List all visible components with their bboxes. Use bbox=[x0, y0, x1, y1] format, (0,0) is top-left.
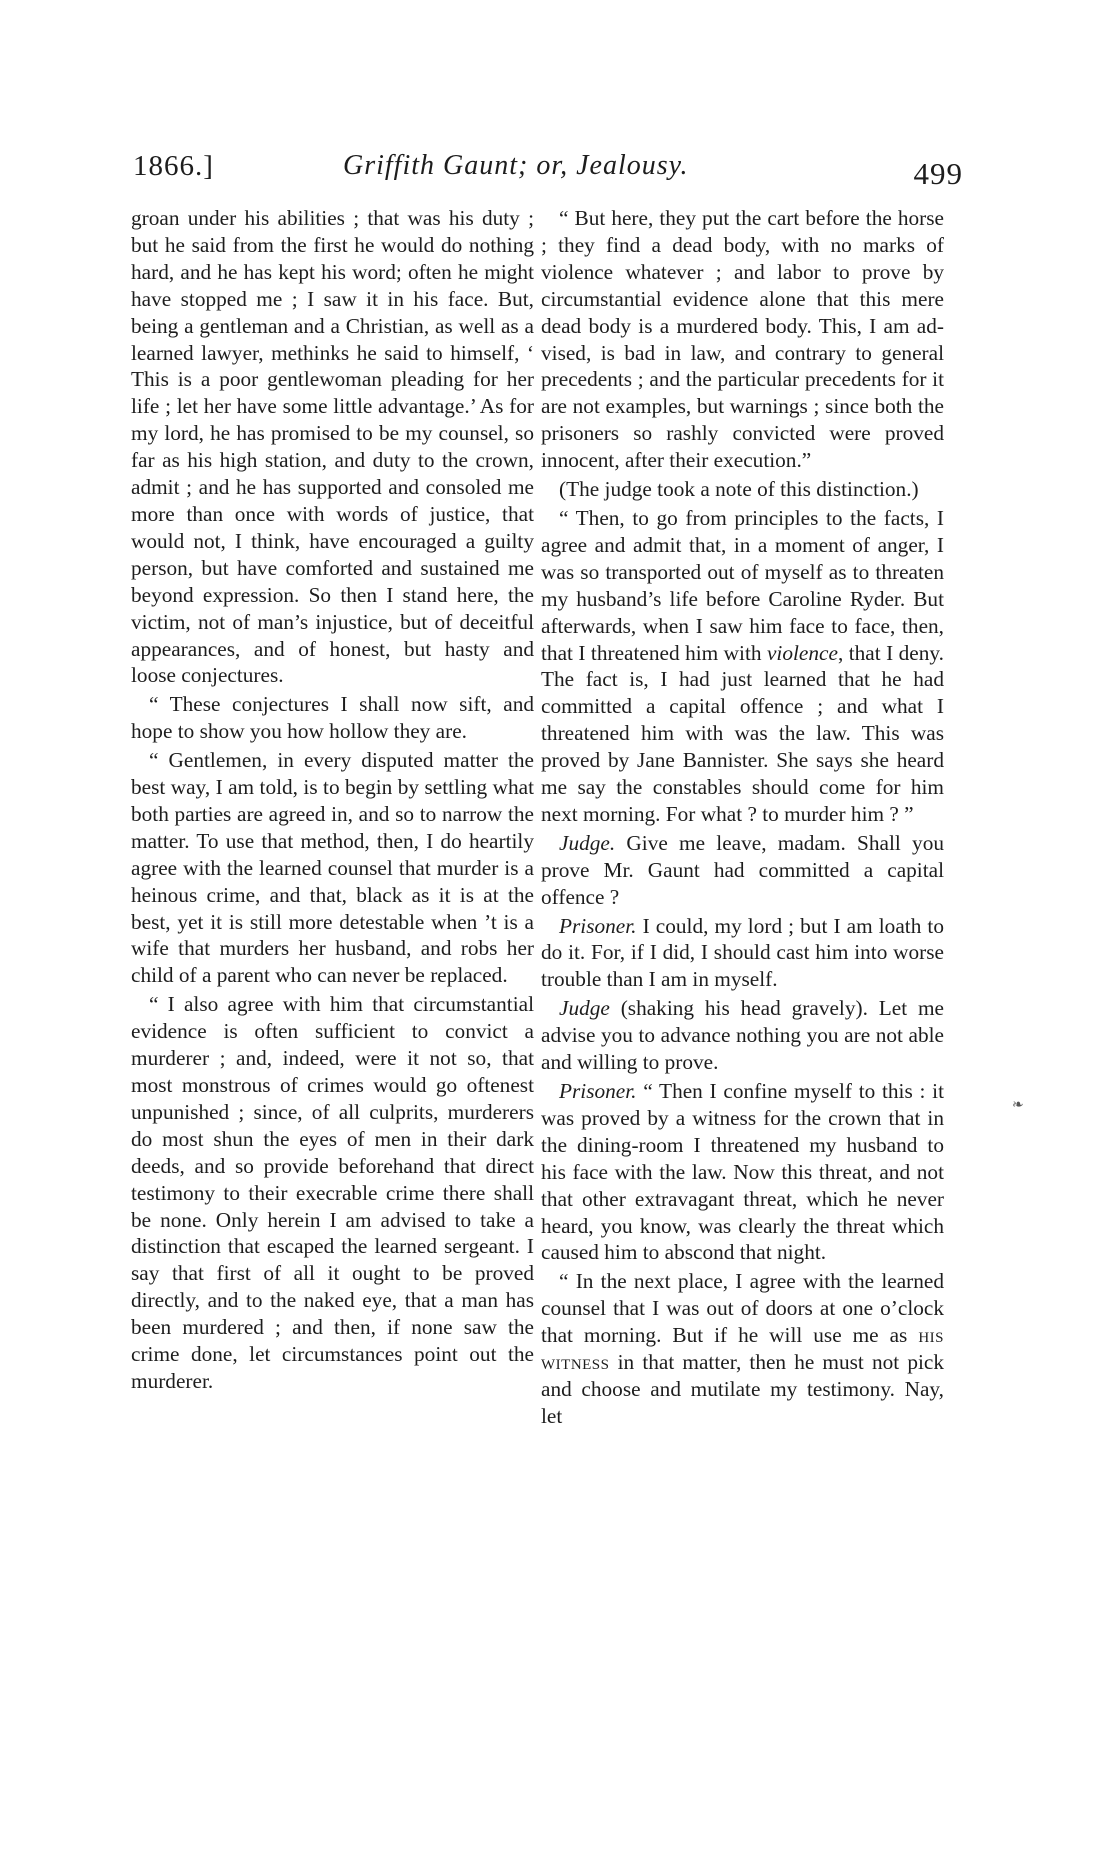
page-number: 499 bbox=[913, 156, 963, 191]
dialogue-text: Give me leave, madam. Shall you prove Mr. Gaunt had committed a capital offence ? bbox=[541, 830, 944, 909]
paragraph: “ Gentlemen, in every disputed matter the best way, I am told, is to begin by settling what both parties are agreed in, and so to narrow the matter. To use that method, then, I do heartily agree with the learned counsel that murder is a heinous crime, and that, black as it is at the best, yet it is still more detestable when ’t is a wife that murders her husband, and robs her child of a parent who can never be replaced. bbox=[131, 748, 534, 988]
paragraph bbox=[541, 1268, 944, 1429]
paragraph: “ These conjectures I shall now sift, and hope to show you how hollow they are. bbox=[131, 692, 534, 744]
dialogue-line bbox=[541, 1078, 944, 1266]
running-header bbox=[133, 150, 963, 198]
text-run: in that matter, then he must not pick and choose and mutilate my testimony. Nay, let bbox=[541, 1350, 944, 1428]
small-caps-text: his witness bbox=[541, 1323, 944, 1375]
speaker-label: Prisoner. bbox=[559, 1079, 637, 1103]
paragraph: (The judge took a note of this distinction.) bbox=[559, 477, 919, 502]
speaker-label: Judge. bbox=[559, 830, 616, 855]
dialogue-text: I could, my lord ; but I am loath to do it. For, if I did, I should cast him into worse trouble than I am in myself. bbox=[541, 913, 944, 992]
header-title: Griffith Gaunt; or, Jealousy. bbox=[343, 150, 689, 181]
speaker-label: Judge bbox=[559, 996, 610, 1021]
text-run: “ Then, to go from principles to the facts, I agree and admit that, in a moment of anger, I was so transported out of myself as to threaten my husband’s life before Caroline Ryder. But afterwards, when I saw him face to face, then, that I threatened him with bbox=[541, 505, 944, 665]
text-run: , that I deny. The fact is, I had just learned that he had committed a capital offence ; and what I threatened him with was the law. This was proved by Jane Bannister. She says she heard me say the constables should come for him next morning. For what ? to murder him ? ” bbox=[541, 640, 944, 826]
margin-speck-icon: ❧ bbox=[1012, 1097, 1024, 1113]
right-column bbox=[541, 205, 944, 1430]
left-column bbox=[131, 205, 534, 1395]
header-year: 1866.] bbox=[133, 150, 214, 182]
dialogue-text: (shaking his head gravely). Let me advise you to advance nothing you are not able and willing to prove. bbox=[541, 996, 944, 1075]
paragraph bbox=[541, 505, 944, 828]
paragraph: “ I also agree with him that circumstantial evidence is often sufficient to convict a murderer ; and, indeed, were it not so, that most monstrous of crimes would go oftenest unpunished ; since, of all culprits, murderers do most shun the eyes of men in their dark deeds, and so provide beforehand that direct testimony to their execrable crime there shall be none. Only herein I am advised to take a distinction that escaped the learned sergeant. I say that first of all it ought to be proved directly, and to the naked eye, that a man has been murdered ; and then, if none saw the crime done, let circumstances point out the murderer. bbox=[131, 992, 534, 1393]
text-run: “ In the next place, I agree with the learned counsel that I was out of doors at one o’clock that morning. But if he will use me as bbox=[541, 1269, 944, 1348]
dialogue-line bbox=[541, 995, 944, 1076]
dialogue-text: “ Then I confine myself to this : it was proved by a witness for the crown that in the dining-room I threatened my husband to his face with the law. Now this threat, and not that other extravagant threat, which he never heard, you know, was clearly the threat which caused him to abscond that night. bbox=[541, 1079, 944, 1265]
speaker-label: Prisoner. bbox=[559, 913, 637, 938]
dialogue-line bbox=[541, 913, 944, 994]
paragraph: groan under his abilities ; that was his duty ; but he said from the first he would do nothing hard, and he has kept his word; often he might have stopped me ; I saw it in his face. But, being a gentleman and a Christian, as well as a learned lawyer, methinks he said to himself, ‘ This is a poor gentlewoman pleading for her life ; let her have some little advantage.’ As for my lord, he has promised to be my counsel, so far as his high station, and duty to the crown, admit ; and he has supported and consoled me more than once with words of justice, that would not, I think, have encouraged a guilty person, but have comforted and sustained me beyond expression. So then I stand here, the victim, not of man’s injustice, but of deceitful appearances, and of honest, but hasty and loose conjectures. bbox=[131, 206, 534, 688]
emphasis-text: violence bbox=[766, 640, 838, 665]
paragraph: “ But here, they put the cart before the horse ; they find a dead body, with no marks of violence whatever ; and labor to prove by circumstantial evidence alone that this mere dead body is a murdered body. This, I am advised, is bad in law, and contrary to general precedents ; and the particular precedents for it are not examples, but warnings ; since both the prisoners so rashly convicted were proved innocent, after their execution.” bbox=[541, 206, 944, 473]
dialogue-line bbox=[541, 830, 944, 911]
